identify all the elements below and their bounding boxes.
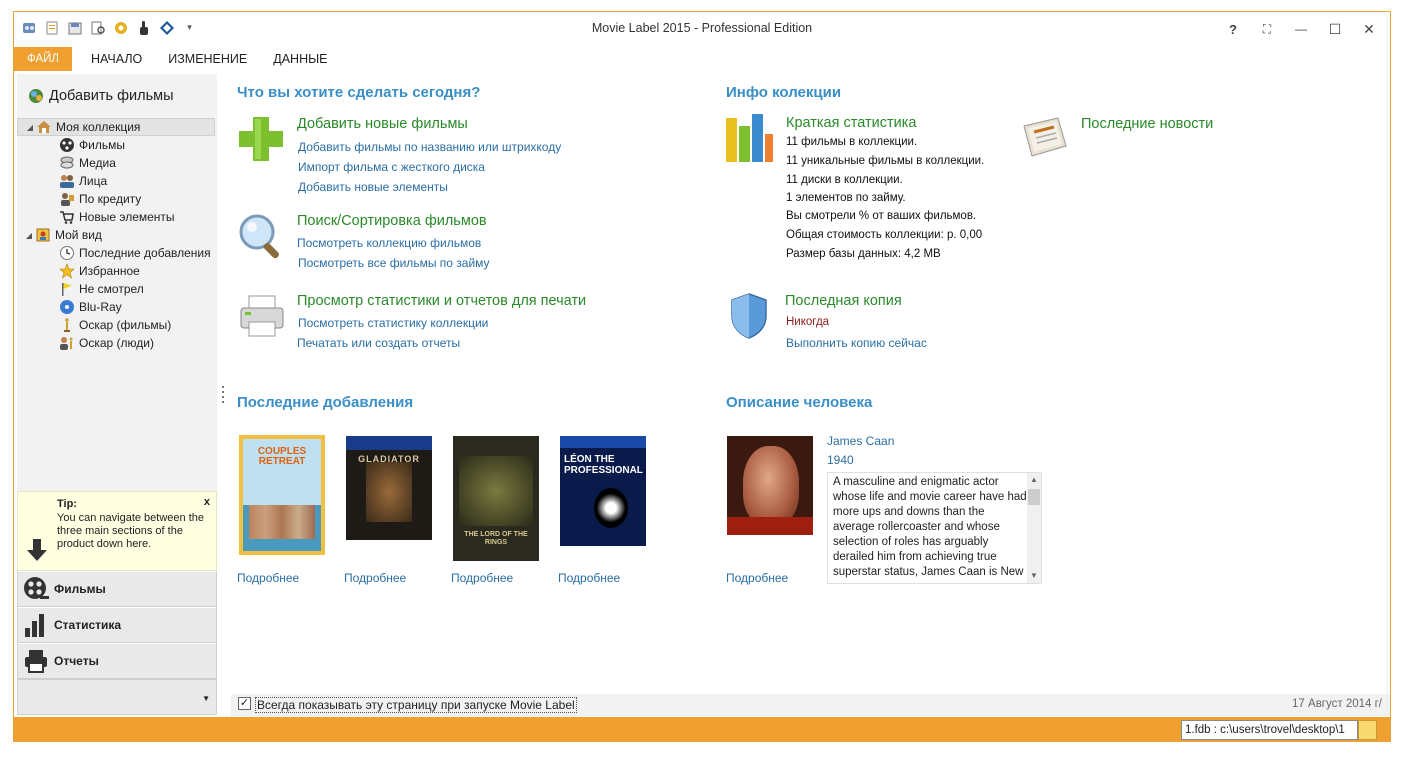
database-path[interactable]: 1.fdb : c:\users\trovel\desktop\1 bbox=[1181, 720, 1358, 740]
menu-file[interactable]: ФАЙЛ bbox=[14, 47, 72, 71]
stat-on-loan: 1 элементов по займу. bbox=[786, 192, 906, 204]
person-more[interactable]: Подробнее bbox=[726, 571, 789, 585]
tree-new-items[interactable] bbox=[17, 208, 217, 226]
fullscreen-button[interactable]: ⛶ bbox=[1262, 21, 1272, 36]
sidebar bbox=[17, 74, 217, 715]
tree-recent[interactable] bbox=[17, 244, 217, 262]
tree-label: Мой вид bbox=[55, 228, 102, 242]
shield-icon bbox=[729, 292, 769, 343]
description-scrollbar[interactable] bbox=[1027, 473, 1041, 583]
loan-icon bbox=[59, 191, 75, 207]
tree-oscar-films[interactable] bbox=[17, 316, 217, 334]
poster-leon[interactable] bbox=[560, 436, 646, 546]
tree-not-watched[interactable] bbox=[17, 280, 217, 298]
scroll-thumb[interactable] bbox=[1028, 489, 1040, 505]
stat-films-count: 11 фильмы в коллекции. bbox=[786, 136, 918, 148]
collection-tree bbox=[17, 118, 217, 352]
poster-title: LÉON THE PROFESSIONAL bbox=[564, 454, 643, 476]
arrow-down-icon bbox=[26, 538, 48, 565]
nav-reports-label: Отчеты bbox=[54, 654, 99, 668]
link-backup-now[interactable]: Выполнить копию сейчас bbox=[786, 336, 927, 350]
tree-persons[interactable] bbox=[17, 172, 217, 190]
house-icon bbox=[36, 119, 52, 135]
tree-on-loan[interactable] bbox=[17, 190, 217, 208]
recent-more-3[interactable]: Подробнее bbox=[451, 571, 514, 585]
poster-title: GLADIATOR bbox=[358, 454, 420, 464]
summary-stats-title: Краткая статистика bbox=[786, 115, 917, 131]
poster-title: COUPLES RETREAT bbox=[257, 446, 307, 467]
minimize-button[interactable]: — bbox=[1295, 22, 1307, 36]
person-year: 1940 bbox=[827, 453, 854, 467]
stats-reports-title[interactable]: Просмотр статистики и отчетов для печати bbox=[297, 293, 587, 309]
link-view-loaned[interactable]: Посмотреть все фильмы по займу bbox=[298, 256, 490, 270]
tip-text: You can navigate between the three main sections of the product down here. bbox=[57, 512, 204, 550]
window-controls bbox=[1216, 16, 1386, 42]
window-title: Movie Label 2015 - Professional Edition bbox=[591, 21, 813, 35]
quick-access-dropdown-icon[interactable]: ▾ bbox=[187, 22, 192, 32]
search-films-title[interactable]: Поиск/Сортировка фильмов bbox=[297, 213, 487, 229]
add-films-title[interactable]: Добавить новые фильмы bbox=[297, 116, 468, 132]
nav-more-button[interactable] bbox=[17, 679, 217, 715]
person-name[interactable]: James Caan bbox=[827, 434, 895, 448]
tree-label: Медиа bbox=[79, 156, 116, 170]
nav-films-label: Фильмы bbox=[54, 582, 106, 596]
backup-value: Никогда bbox=[786, 316, 830, 328]
magnifier-icon[interactable] bbox=[237, 212, 287, 265]
section-title-todo: Что вы хотите сделать сегодня? bbox=[237, 84, 481, 101]
stat-unique-films: 11 уникальные фильмы в коллекции. bbox=[786, 155, 985, 167]
oscar-people-icon bbox=[59, 335, 75, 351]
stat-total-value: Общая стоимость коллекции: р. 0,00 bbox=[786, 229, 983, 241]
tree-label: Избранное bbox=[79, 264, 140, 278]
clock-icon bbox=[59, 245, 75, 261]
person-description: A masculine and enigmatic actor whose life and movie career have had more ups and downs than the average rollercoaster and whose selection of roles has arguably derailed him from achieving true superstar status, James Caan is New bbox=[833, 476, 1027, 578]
stats-chart-icon bbox=[724, 112, 774, 167]
expand-icon[interactable]: ◢ bbox=[26, 122, 34, 132]
menu-data[interactable]: ДАННЫЕ bbox=[273, 52, 328, 66]
film-reel-icon bbox=[22, 575, 50, 603]
folder-icon[interactable] bbox=[1358, 720, 1377, 740]
link-add-by-title[interactable]: Добавить фильмы по названию или штрихкоду bbox=[298, 140, 562, 154]
tree-media[interactable] bbox=[17, 154, 217, 172]
tree-label: Оскар (люди) bbox=[79, 336, 154, 350]
printer-icon[interactable] bbox=[237, 292, 287, 345]
section-title-recent: Последние добавления bbox=[237, 394, 414, 411]
bar-chart-icon bbox=[22, 611, 50, 639]
stat-watched: Вы смотрели % от ваших фильмов. bbox=[786, 210, 977, 222]
menu-bar bbox=[14, 47, 1390, 71]
backup-title: Последная копия bbox=[785, 293, 902, 309]
film-reel-icon bbox=[59, 137, 75, 153]
tree-label: Новые элементы bbox=[79, 210, 175, 224]
printer-icon bbox=[22, 647, 50, 675]
menu-edit[interactable]: ИЗМЕНЕНИЕ bbox=[168, 52, 248, 66]
help-button[interactable]: ? bbox=[1229, 21, 1237, 37]
stat-db-size: Размер базы данных: 4,2 MB bbox=[786, 248, 941, 260]
cart-icon bbox=[59, 209, 75, 225]
tree-label: Фильмы bbox=[79, 138, 125, 152]
person-photo[interactable] bbox=[727, 436, 813, 535]
oscar-statue-icon bbox=[59, 317, 75, 333]
star-icon bbox=[59, 263, 75, 279]
person-description-box[interactable] bbox=[827, 472, 1042, 584]
link-print-reports[interactable]: Печатать или создать отчеты bbox=[297, 336, 461, 350]
poster-title: THE LORD OF THE RINGS bbox=[464, 531, 528, 546]
latest-news-title[interactable]: Последние новости bbox=[1081, 116, 1214, 132]
tree-films[interactable] bbox=[17, 136, 217, 154]
expand-icon[interactable]: ◢ bbox=[25, 230, 33, 240]
link-add-new-items[interactable]: Добавить новые элементы bbox=[298, 180, 448, 194]
tip-close-button[interactable]: x bbox=[203, 496, 210, 508]
nav-reports-button[interactable] bbox=[17, 643, 217, 679]
start-page-footer bbox=[231, 694, 1390, 716]
link-import-disk[interactable]: Импорт фильма с жесткого диска bbox=[298, 160, 485, 174]
scroll-up-icon[interactable]: ▲ bbox=[1030, 475, 1038, 484]
link-view-stats[interactable]: Посмотреть статистику коллекции bbox=[298, 316, 489, 330]
view-icon bbox=[35, 227, 51, 243]
poster-lord-of-the-rings[interactable] bbox=[453, 436, 539, 561]
add-films-label: Добавить фильмы bbox=[49, 88, 174, 104]
status-bar bbox=[14, 717, 1390, 742]
tree-favorites[interactable] bbox=[17, 262, 217, 280]
link-view-collection[interactable]: Посмотреть коллекцию фильмов bbox=[297, 236, 482, 250]
poster-couples-retreat[interactable] bbox=[239, 435, 325, 555]
recent-more-1[interactable]: Подробнее bbox=[237, 571, 300, 585]
flag-icon bbox=[59, 281, 75, 297]
tree-my-view[interactable] bbox=[17, 226, 217, 244]
nav-stats-button[interactable] bbox=[17, 607, 217, 643]
tree-label: По кредиту bbox=[79, 192, 142, 206]
nav-stats-label: Статистика bbox=[54, 618, 122, 632]
add-films-button[interactable] bbox=[27, 87, 174, 105]
people-icon bbox=[59, 173, 75, 189]
menu-home[interactable]: НАЧАЛО bbox=[90, 52, 143, 66]
disc-stack-icon bbox=[59, 155, 75, 171]
chevron-down-icon: ▼ bbox=[202, 694, 210, 703]
stat-discs: 11 диски в коллекции. bbox=[786, 174, 903, 186]
tree-label: Последние добавления bbox=[79, 246, 211, 260]
tree-label: Оскар (фильмы) bbox=[79, 318, 172, 332]
section-title-info: Инфо колекции bbox=[726, 84, 842, 101]
tree-bluray[interactable] bbox=[17, 298, 217, 316]
scroll-down-icon[interactable]: ▼ bbox=[1030, 571, 1038, 580]
tip-panel bbox=[17, 491, 217, 571]
app-window bbox=[13, 11, 1391, 742]
recent-more-2[interactable]: Подробнее bbox=[344, 571, 407, 585]
always-show-label[interactable]: Всегда показывать эту страницу при запуске Movie Label bbox=[257, 698, 575, 712]
title-bar bbox=[14, 12, 1390, 46]
recent-more-4[interactable]: Подробнее bbox=[558, 571, 621, 585]
tree-label: Лица bbox=[79, 174, 108, 188]
section-title-person: Описание человека bbox=[726, 394, 873, 411]
plus-icon[interactable] bbox=[237, 115, 285, 166]
nav-films-button[interactable] bbox=[17, 571, 217, 607]
close-button[interactable]: ✕ bbox=[1363, 20, 1375, 37]
newspaper-icon[interactable] bbox=[1020, 112, 1070, 165]
tree-my-collection[interactable] bbox=[17, 118, 215, 136]
maximize-button[interactable]: ☐ bbox=[1328, 20, 1342, 37]
tree-label: Не смотрел bbox=[79, 282, 144, 296]
main-content bbox=[224, 74, 1390, 694]
tree-oscar-people[interactable] bbox=[17, 334, 217, 352]
add-films-icon bbox=[27, 87, 45, 105]
tip-title: Tip: bbox=[57, 498, 77, 510]
tree-label: Blu-Ray bbox=[79, 300, 122, 314]
date-label: 17 Август 2014 г/ bbox=[1292, 698, 1382, 710]
tree-label: Моя коллекция bbox=[56, 120, 141, 134]
always-show-checkbox[interactable]: ✓ bbox=[239, 697, 250, 709]
poster-gladiator[interactable] bbox=[346, 436, 432, 540]
bluray-disc-icon bbox=[59, 299, 75, 315]
